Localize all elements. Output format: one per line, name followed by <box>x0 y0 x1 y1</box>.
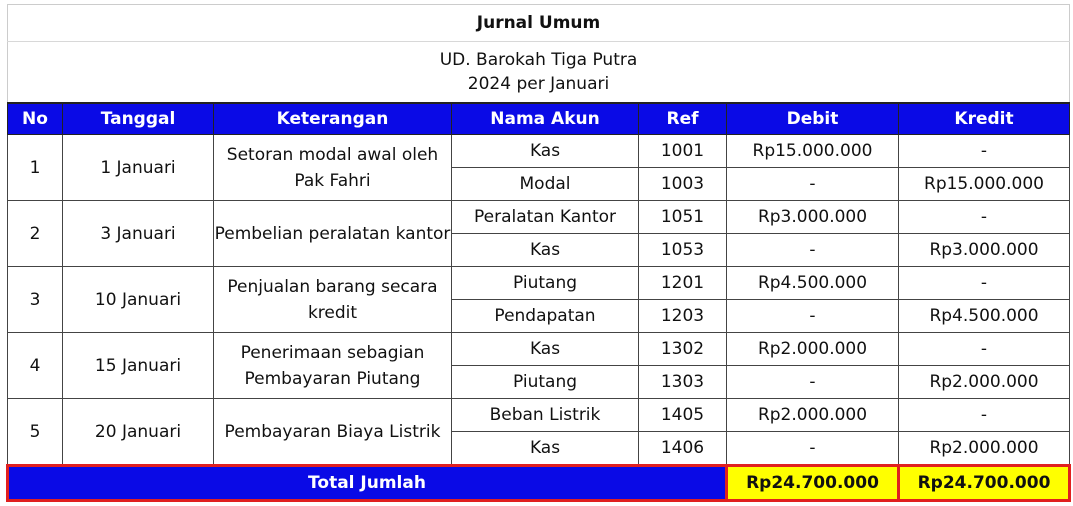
entry-tanggal: 3 Januari <box>63 201 214 267</box>
entry-keterangan: Penerimaan sebagian Pembayaran Piutang <box>214 333 452 399</box>
header-keterangan: Keterangan <box>214 103 452 135</box>
line-kredit: Rp3.000.000 <box>899 234 1070 267</box>
line-kredit: - <box>899 333 1070 366</box>
table-row <box>8 267 1070 300</box>
entry-no: 5 <box>8 399 63 466</box>
line-ref: 1405 <box>639 399 727 432</box>
entry-no: 4 <box>8 333 63 399</box>
header-ref: Ref <box>639 103 727 135</box>
table-header-row <box>8 103 1070 135</box>
entry-keterangan: Setoran modal awal oleh Pak Fahri <box>214 135 452 201</box>
line-debit: - <box>727 300 899 333</box>
header-no: No <box>8 103 63 135</box>
line-akun: Peralatan Kantor <box>452 201 639 234</box>
line-kredit: Rp2.000.000 <box>899 432 1070 466</box>
line-debit: Rp2.000.000 <box>727 333 899 366</box>
table-row <box>8 333 1070 366</box>
line-akun: Kas <box>452 135 639 168</box>
line-akun: Beban Listrik <box>452 399 639 432</box>
line-ref: 1302 <box>639 333 727 366</box>
line-debit: - <box>727 366 899 399</box>
line-kredit: - <box>899 399 1070 432</box>
line-akun: Kas <box>452 333 639 366</box>
entry-no: 3 <box>8 267 63 333</box>
line-ref: 1201 <box>639 267 727 300</box>
line-debit: - <box>727 432 899 466</box>
line-akun: Piutang <box>452 267 639 300</box>
entry-no: 2 <box>8 201 63 267</box>
entry-tanggal: 15 Januari <box>63 333 214 399</box>
line-ref: 1203 <box>639 300 727 333</box>
line-ref: 1053 <box>639 234 727 267</box>
header-debit: Debit <box>727 103 899 135</box>
total-kredit: Rp24.700.000 <box>899 466 1070 501</box>
line-akun: Pendapatan <box>452 300 639 333</box>
total-row <box>8 466 1070 501</box>
line-ref: 1003 <box>639 168 727 201</box>
total-label: Total Jumlah <box>8 466 727 501</box>
line-debit: Rp15.000.000 <box>727 135 899 168</box>
line-kredit: - <box>899 135 1070 168</box>
entry-no: 1 <box>8 135 63 201</box>
line-akun: Modal <box>452 168 639 201</box>
company-name: UD. Barokah Tiga Putra <box>439 50 638 70</box>
table-row <box>8 135 1070 168</box>
line-ref: 1001 <box>639 135 727 168</box>
line-debit: Rp4.500.000 <box>727 267 899 300</box>
entry-keterangan: Penjualan barang secara kredit <box>214 267 452 333</box>
line-kredit: Rp2.000.000 <box>899 366 1070 399</box>
line-kredit: Rp4.500.000 <box>899 300 1070 333</box>
line-kredit: - <box>899 267 1070 300</box>
header-kredit: Kredit <box>899 103 1070 135</box>
entry-tanggal: 1 Januari <box>63 135 214 201</box>
journal-title: Jurnal Umum <box>8 5 1070 42</box>
table-row <box>8 399 1070 432</box>
line-ref: 1303 <box>639 366 727 399</box>
line-debit: Rp3.000.000 <box>727 201 899 234</box>
line-ref: 1051 <box>639 201 727 234</box>
table-row <box>8 201 1070 234</box>
line-debit: - <box>727 234 899 267</box>
journal-subtitle <box>8 42 1070 104</box>
period-label: 2024 per Januari <box>467 74 610 94</box>
line-akun: Kas <box>452 234 639 267</box>
line-akun: Piutang <box>452 366 639 399</box>
line-ref: 1406 <box>639 432 727 466</box>
line-kredit: Rp15.000.000 <box>899 168 1070 201</box>
header-tanggal: Tanggal <box>63 103 214 135</box>
journal-sheet <box>6 4 1068 502</box>
line-kredit: - <box>899 201 1070 234</box>
total-debit: Rp24.700.000 <box>727 466 899 501</box>
entry-keterangan: Pembayaran Biaya Listrik <box>214 399 452 466</box>
header-nama-akun: Nama Akun <box>452 103 639 135</box>
entry-keterangan: Pembelian peralatan kantor <box>214 201 452 267</box>
entry-tanggal: 10 Januari <box>63 267 214 333</box>
line-debit: - <box>727 168 899 201</box>
line-debit: Rp2.000.000 <box>727 399 899 432</box>
line-akun: Kas <box>452 432 639 466</box>
entry-tanggal: 20 Januari <box>63 399 214 466</box>
journal-table <box>6 4 1071 502</box>
